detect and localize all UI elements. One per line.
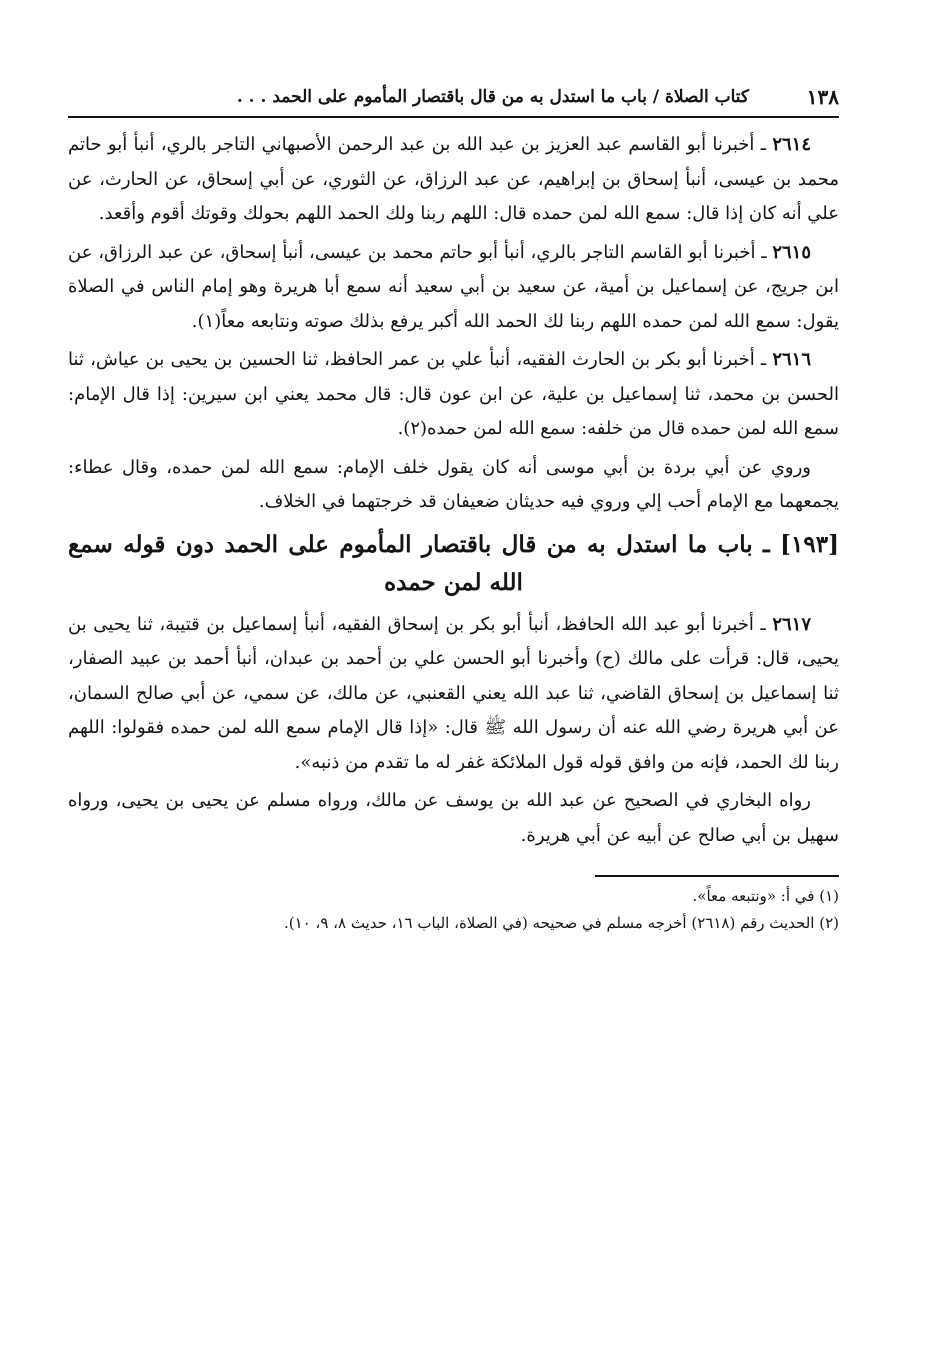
hadith-paragraph xyxy=(68,236,839,340)
hadith-text: ـ أخبرنا أبو عبد الله الحافظ، أنبأ أبو بكر بن إسحاق الفقيه، أنبأ إسماعيل بن قتيبة، ثنا يحيى بن يحيى، قال: قرأت على مالك (ح) وأخبرنا أبو الحسن علي بن أحمد بن عبدان، أنبأ أحمد بن عبيد الصفار، ثنا إسماعيل بن إسحاق القاضي، ثنا عبد الله يعني القعنبي، عن مالك، عن سمي، عن أبي صالح السمان، عن أبي هريرة رضي الله عنه أن رسول الله ﷺ قال: «إذا قال الإمام سمع الله لمن حمده فقولوا: اللهم ربنا لك الحمد، فإنه من وافق قوله قول الملائكة غفر له ما تقدم من ذنبه». xyxy=(68,613,839,773)
main-text xyxy=(68,128,839,853)
hadith-text: ـ أخبرنا أبو القاسم عبد العزيز بن عبد الله بن عبد الرحمن الأصبهاني التاجر بالري، أنبأ أبو حاتم محمد بن عيسى، أنبأ إسحاق بن إبراهيم، عن عبد الرزاق، عن الثوري، عن أبي إسحاق، عن الحارث، عن علي أنه كان إذا قال: سمع الله لمن حمده قال: اللهم ربنا ولك الحمد اللهم بحولك وقوتك أقوم وأقعد. xyxy=(68,134,839,224)
hadith-number: ٢٦١٧ xyxy=(772,613,811,635)
running-title: كتاب الصلاة / باب ما استدل به من قال باقتصار المأموم على الحمد . . . xyxy=(236,87,749,107)
commentary-text: رواه البخاري في الصحيح عن عبد الله بن يوسف عن مالك، ورواه مسلم عن يحيى بن يحيى، ورواه سهيل بن أبي صالح عن أبيه عن أبي هريرة. xyxy=(68,790,839,846)
running-header xyxy=(68,82,839,118)
footnote-divider xyxy=(595,875,839,877)
hadith-paragraph xyxy=(68,343,839,447)
hadith-text: ـ أخبرنا أبو بكر بن الحارث الفقيه، أنبأ علي بن عمر الحافظ، ثنا الحسين بن يحيى بن عياش، ثنا الحسن بن محمد، ثنا إسماعيل بن علية، عن ابن عون قال: قال محمد يعني ابن سيرين: إذا قال الإمام: سمع الله لمن حمده قال من خلفه: سمع الله لمن حمده(٢). xyxy=(68,349,839,439)
footnotes xyxy=(68,883,839,937)
commentary-paragraph xyxy=(68,451,839,520)
page-number: ١٣٨ xyxy=(806,85,839,109)
commentary-text: وروي عن أبي بردة بن أبي موسى أنه كان يقول خلف الإمام: سمع الله لمن حمده، وقال عطاء: يجمعهما مع الإمام أحب إلي وروي فيه حديثان ضعيفان قد خرجتهما في الخلاف. xyxy=(68,456,839,512)
footnote: (٢) الحديث رقم (٢٦١٨) أخرجه مسلم في صحيحه (في الصلاة، الباب ١٦، حديث ٨، ٩، ١٠). xyxy=(283,914,839,932)
hadith-number: ٢٦١٦ xyxy=(772,349,811,370)
hadith-paragraph xyxy=(68,128,839,232)
commentary-paragraph xyxy=(68,784,839,853)
hadith-number: ٢٦١٥ xyxy=(772,241,811,263)
hadith-paragraph xyxy=(68,608,839,781)
hadith-number: ٢٦١٤ xyxy=(772,134,811,155)
hadith-text: ـ أخبرنا أبو القاسم التاجر بالري، أنبأ أبو حاتم محمد بن عيسى، أنبأ إسحاق، عن عبد الرزاق، عن ابن جريج، عن إسماعيل بن أمية، عن سعيد بن أبي سعيد أنه سمع أبا هريرة وهو إمام الناس في الصلاة يقول: سمع الله لمن حمده اللهم ربنا لك الحمد الله أكبر يرفع بذلك صوته ونتابعه معاً(١). xyxy=(68,241,839,332)
section-heading: [١٩٣] ـ باب ما استدل به من قال باقتصار المأموم على الحمد دون قوله سمع الله لمن حمده xyxy=(68,530,839,596)
footnote: (١) في أ: «ونتبعه معاً». xyxy=(692,887,839,905)
book-page xyxy=(68,82,839,1322)
